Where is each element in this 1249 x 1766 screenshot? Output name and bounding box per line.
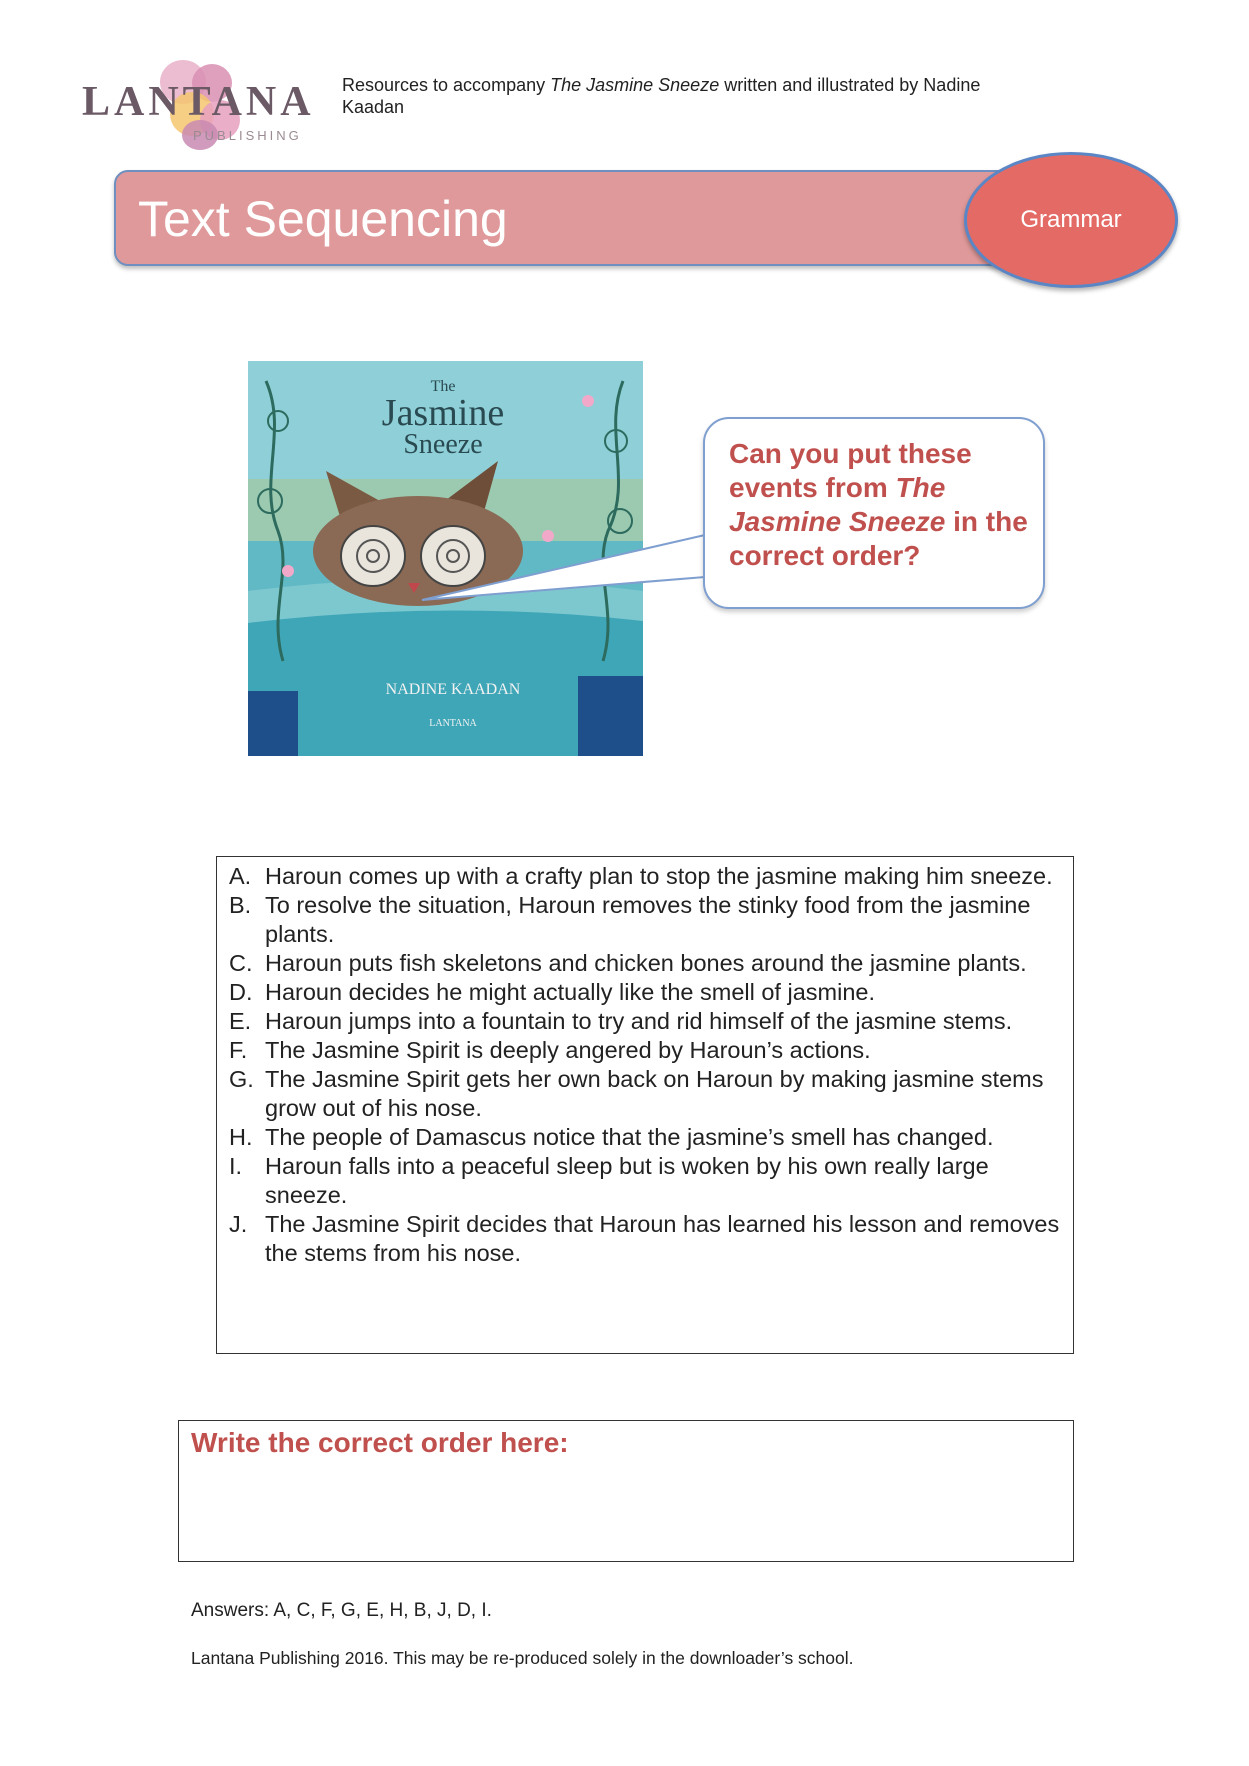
- list-item: [217, 1123, 1073, 1152]
- title-banner: [114, 170, 1018, 266]
- list-item: [217, 1036, 1073, 1065]
- list-item: [217, 978, 1073, 1007]
- grammar-badge: [964, 152, 1178, 288]
- list-item-text: The Jasmine Spirit is deeply angered by Haroun’s actions.: [265, 1037, 871, 1063]
- page-title: Text Sequencing: [138, 191, 508, 247]
- grammar-badge-label: Grammar: [1020, 206, 1122, 233]
- resource-prefix: Resources to accompany: [342, 75, 551, 95]
- cover-title-the: The: [430, 378, 456, 395]
- list-item-text: Haroun falls into a peaceful sleep but is woken by his own really large sneeze.: [265, 1153, 989, 1208]
- cover-author: NADINE KAADAN: [385, 681, 521, 698]
- list-item-text: Haroun comes up with a crafty plan to stop the jasmine making him sneeze.: [265, 863, 1053, 889]
- answer-write-area[interactable]: [178, 1420, 1074, 1562]
- cover-title-jasmine: Jasmine: [381, 392, 505, 434]
- lantana-logo: [78, 56, 315, 148]
- list-item: [217, 1152, 1073, 1210]
- question-part-2: in the correct order?: [729, 506, 1028, 571]
- list-item-letter: G.: [229, 1066, 254, 1092]
- list-item: [217, 1007, 1073, 1036]
- book-title: The Jasmine Sneeze: [550, 75, 720, 95]
- resource-suffix: written and illustrated by Nadine Kaadan: [342, 75, 981, 117]
- list-item-text: Haroun decides he might actually like the smell of jasmine.: [265, 979, 875, 1005]
- events-list-box: [216, 856, 1074, 1354]
- list-item: [217, 1065, 1073, 1123]
- answer-key: Answers: A, C, F, G, E, H, B, J, D, I.: [191, 1600, 492, 1621]
- list-item-text: Haroun jumps into a fountain to try and rid himself of the jasmine stems.: [265, 1008, 1013, 1034]
- copyright-notice: Lantana Publishing 2016. This may be re-produced solely in the downloader’s school.: [191, 1648, 854, 1668]
- resource-description: [342, 74, 1042, 118]
- list-item-letter: F.: [229, 1037, 248, 1063]
- list-item-text: To resolve the situation, Haroun removes the stinky food from the jasmine plants.: [265, 892, 1031, 947]
- list-item-letter: J.: [229, 1211, 248, 1237]
- list-item-text: Haroun puts fish skeletons and chicken bones around the jasmine plants.: [265, 950, 1027, 976]
- list-item-letter: C.: [229, 950, 253, 976]
- list-item: [217, 1210, 1073, 1268]
- answer-box-label: Write the correct order here:: [191, 1427, 569, 1458]
- speech-bubble-question: [729, 437, 1029, 573]
- list-item-text: The people of Damascus notice that the jasmine’s smell has changed.: [265, 1124, 994, 1150]
- list-item-letter: E.: [229, 1008, 252, 1034]
- speech-bubble-tail: [420, 515, 710, 615]
- list-item: [217, 949, 1073, 978]
- question-part-1: Can you put these events from: [729, 438, 972, 503]
- list-item-letter: B.: [229, 892, 252, 918]
- list-item: [217, 891, 1073, 949]
- logo-subtitle: PUBLISHING: [193, 128, 302, 143]
- list-item-text: The Jasmine Spirit decides that Haroun has learned his lesson and removes the stems from his nose.: [265, 1211, 1060, 1266]
- list-item-letter: I.: [229, 1153, 243, 1179]
- speech-bubble: [703, 417, 1045, 609]
- question-book-title: The Jasmine Sneeze: [729, 472, 946, 537]
- list-item-text: The Jasmine Spirit gets her own back on Haroun by making jasmine stems grow out of his nose.: [265, 1066, 1044, 1121]
- cover-publisher: LANTANA: [429, 718, 477, 729]
- logo-wordmark: LANTANA: [82, 79, 315, 125]
- list-item: [217, 862, 1073, 891]
- cover-title-sneeze: Sneeze: [403, 429, 483, 460]
- list-item-letter: H.: [229, 1124, 253, 1150]
- list-item-letter: D.: [229, 979, 253, 1005]
- list-item-letter: A.: [229, 863, 252, 889]
- events-list: [217, 857, 1073, 1268]
